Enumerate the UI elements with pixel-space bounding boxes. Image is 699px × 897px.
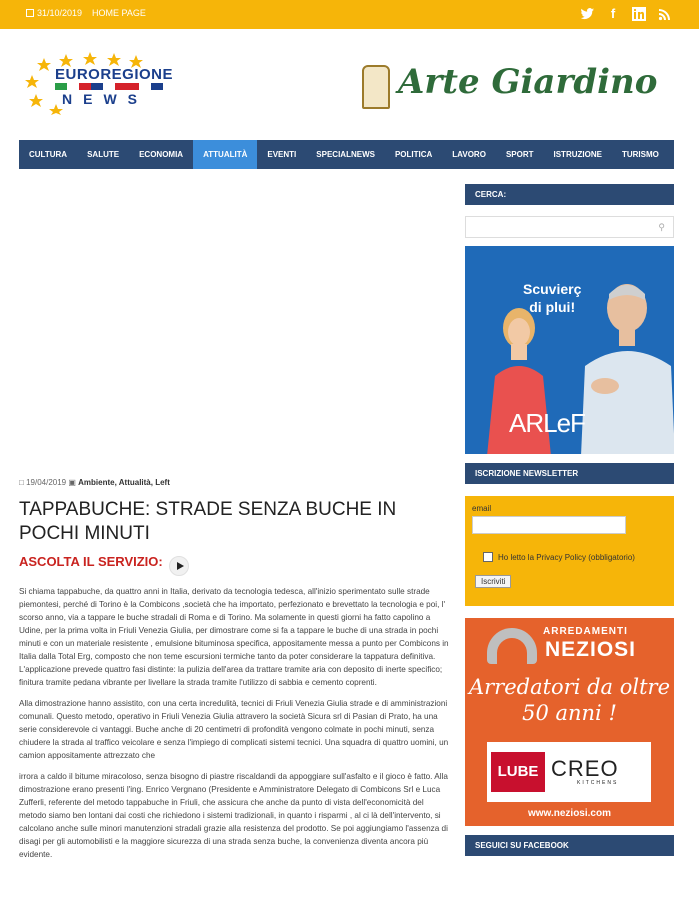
subscribe-button[interactable]: Iscriviti [475, 575, 511, 588]
neziosi-website: www.neziosi.com [528, 808, 611, 819]
nav-item-turismo[interactable]: TURISMO [621, 150, 659, 159]
video-embed[interactable] [19, 188, 455, 468]
nav-item-eventi[interactable]: EVENTI [267, 150, 297, 159]
facebook-icon[interactable]: f [610, 6, 616, 21]
search-widget-title: CERCA: [465, 184, 674, 205]
neziosi-top-text: ARREDAMENTI [543, 626, 628, 637]
newsletter-form [465, 496, 674, 606]
creo-logo: CREO [551, 756, 619, 781]
fountain-icon [362, 65, 390, 109]
partner-logos [487, 742, 651, 802]
neziosi-banner[interactable] [465, 618, 674, 826]
article-categories[interactable]: Ambiente, Attualità, Left [78, 478, 170, 487]
folder-icon: ▣ [68, 478, 76, 487]
neziosi-logo-icon [487, 628, 537, 664]
facebook-widget-title: SEGUICI SU FACEBOOK [465, 835, 674, 856]
privacy-checkbox[interactable] [483, 552, 493, 562]
nav-item-politica[interactable]: POLITICA [394, 150, 433, 159]
article-paragraph: Si chiama tappabuche, da quattro anni in Italia, derivato da tecnologia tedesca, all'inizio sperimentato sulle strade piemontesi, perché di Torino è la Combicons ,società che ha importato, perfezionato e brevettato la tecnologia e poi, l' scorso anno, via a tappare le buche stradali di Roma e di Torino. Ma solamente in questi giorni ha fatto capolino a Udine, per la prima volta in Friuli Venezia Giulia, per dimostrare come si fa a tappare le buche di una strada in pochi minuti e con un materiale resistente , emulsione bituminosa specifica, appositamente messa a punto per Combicons in Italia dalla Total Erg, composto che non teme escursioni termiche tanto da poter considerare la tappatura definitiva. L'applicazione prevede quattro fasi distinte: la pulizia dell'area da trattare tramite aria con deposito di inerte specifico; finitura tramite pedana vibrante per livellare la strada tramite l'utilizzo di sabbia e cemento coprenti. [19, 587, 449, 687]
home-page-link[interactable]: HOME PAGE [92, 8, 146, 18]
article-paragraph: irrora a caldo il bitume miracoloso, senza bisogno di piastre riscaldandi da appoggiare sull'asfalto e il gioco è fatto. Alla dimostrazione erano presenti l'ing. Enrico Vergnano (Presidente e Amministratore Delegato di Combicons Srl e Luca Zufferli, referente del metodo tappabuche in Friuli, che assicura che anche da punto di vista dell'economicità del metodo siamo ben lontani dai costi che richiedono i sistemi tradizionali, in quanto i risparmi , al ci là dell'intervento, si calcolano anche sulle minori manutenzioni stradali grazie alla resistenza del prodotto. Se poi aggiungiamo l'assenza di disagi per gli automobilisti e la maggiore sicurezza di una strada senza buche, la convenienza diventa ancora più evidente. [19, 772, 448, 859]
arlef-banner[interactable] [465, 246, 674, 454]
article [19, 188, 455, 859]
calendar-icon [26, 9, 34, 17]
arte-giardino-text: Arte Giardino [398, 62, 658, 102]
arte-giardino-banner[interactable] [362, 60, 658, 116]
privacy-checkbox-row[interactable] [483, 552, 635, 562]
nav-item-cultura[interactable]: CULTURA [29, 150, 68, 159]
search-icon[interactable]: ⚲ [658, 222, 665, 232]
nav-item-istruzione[interactable]: ISTRUZIONE [553, 150, 602, 159]
nav-item-specialnews[interactable]: SPECIALNEWS [316, 150, 375, 159]
creo-sub: KITCHENS [577, 780, 619, 786]
article-title: TAPPABUCHE: STRADE SENZA BUCHE IN POCHI MINUTI [19, 499, 397, 544]
social-links [579, 6, 673, 22]
man-photo [575, 266, 674, 454]
logo-line-1: EUROREGIONE [55, 66, 174, 83]
lube-logo: LUBE [491, 752, 545, 792]
nav-item-salute[interactable]: SALUTE [87, 150, 120, 159]
rss-icon[interactable] [657, 6, 673, 22]
listen-label: ASCOLTA IL SERVIZIO: [19, 554, 163, 569]
calendar-icon: □ [19, 478, 24, 487]
play-button[interactable] [169, 556, 189, 576]
neziosi-slogan: Arredatori da oltre 50 anni ! [468, 675, 671, 725]
logo-flags [55, 83, 163, 90]
twitter-icon[interactable] [579, 6, 595, 22]
linkedin-icon[interactable] [631, 6, 647, 22]
email-label: email [472, 504, 492, 513]
arlef-headline: Scuvierç di plui! [523, 281, 582, 315]
current-date: 31/10/2019 [26, 8, 82, 18]
article-date: 19/04/2019 [26, 478, 67, 487]
nav-item-attualita[interactable]: ATTUALITÀ [193, 140, 257, 169]
arlef-brand: ARLeF [509, 408, 585, 438]
sidebar [465, 184, 674, 850]
neziosi-name: NEZIOSI [545, 638, 637, 661]
nav-item-economia[interactable]: ECONOMIA [139, 150, 184, 159]
nav-item-lavoro[interactable]: LAVORO [452, 150, 486, 159]
article-meta [19, 478, 170, 487]
email-field[interactable] [472, 516, 626, 534]
nav-item-sport[interactable]: SPORT [505, 150, 534, 159]
site-logo[interactable] [24, 50, 174, 115]
article-body [19, 585, 453, 869]
main-navigation [19, 140, 674, 169]
logo-line-2: NEWS [62, 91, 148, 107]
article-paragraph: Alla dimostrazione hanno assistito, con una certa incredulità, tecnici di Friuli Venezia Giulia strade e di amministrazioni comunali. Questo metodo, operativo in Friuli Venezia Giulia attravero la società Sicura srl di Pasian di Prato, ha una serie considerevole ci vantaggi. Buche anche di 20 centimetri di profondità vengono colmate in pochi minuti, senza chiudere la strada al traffico veicolare e senza l'impiego di complicati sistemi tecnici. Una squadra di quattro uomini, un camion appositamente attrezzato che [19, 699, 449, 760]
newsletter-widget-title: ISCRIZIONE NEWSLETTER [465, 463, 674, 484]
privacy-label: Ho letto la Privacy Policy (obbligatorio) [498, 552, 635, 562]
search-input[interactable] [465, 216, 674, 238]
top-bar [0, 0, 699, 29]
